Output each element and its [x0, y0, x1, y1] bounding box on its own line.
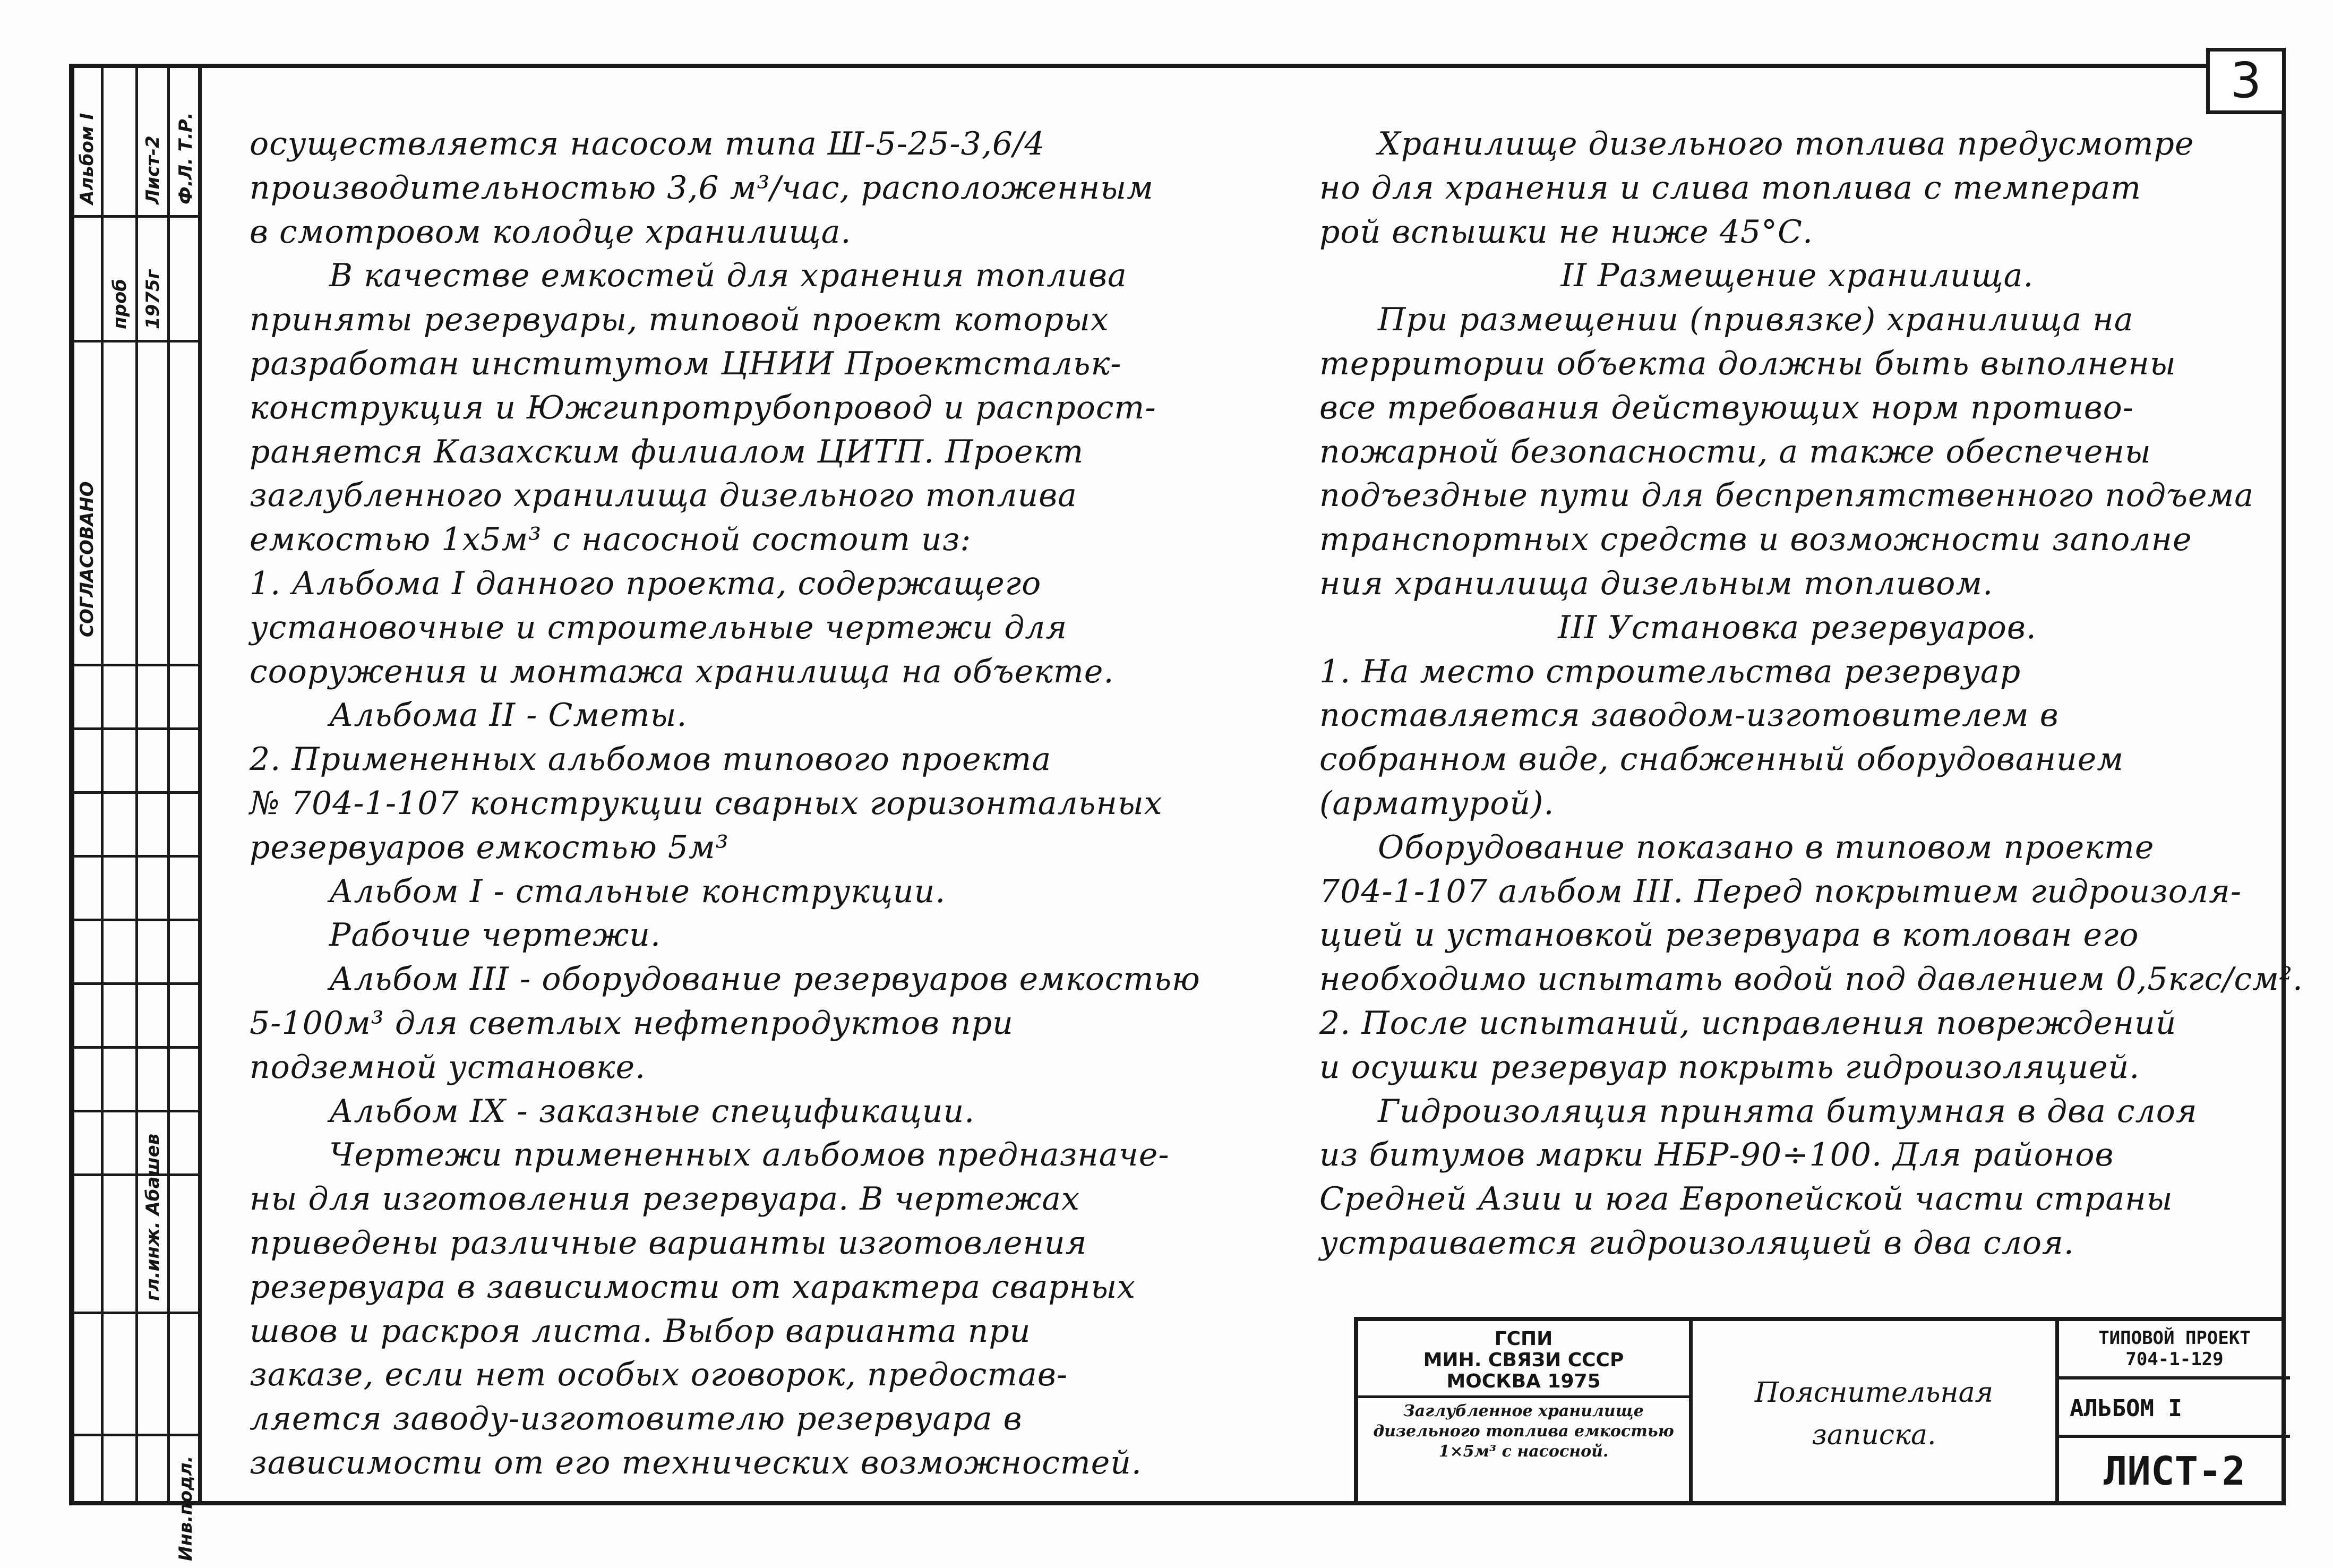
album-label: АЛЬБОМ I — [2070, 1395, 2182, 1422]
text-line: Хранилище дизельного топлива предусмотре — [1378, 125, 2194, 162]
stamp-hline — [69, 1110, 198, 1112]
text-line: Альбом I - стальные конструкции. — [329, 872, 946, 910]
text-line: ны для изготовления резервуара. В чертежах — [250, 1180, 1080, 1218]
title-block-organization — [1358, 1321, 1693, 1505]
text-line: Средней Азии и юга Европейской части страны — [1319, 1180, 2173, 1218]
text-line: Рабочие чертежи. — [329, 916, 661, 954]
text-line: Гидроизоляция принята битумная в два слоя — [1378, 1092, 2198, 1130]
text-line: Альбом III - оборудование резервуаров емкостью — [329, 961, 1200, 998]
text-line: резервуара в зависимости от характера сварных — [250, 1268, 1136, 1306]
section-heading: III Установка резервуаров. — [1558, 609, 2037, 646]
stamp-agreed: СОГЛАСОВАНО — [76, 481, 98, 637]
text-line: транспортных средств и возможности заполне — [1319, 521, 2192, 559]
text-line: № 704-1-107 конструкции сварных горизонтальных — [250, 784, 1163, 822]
stamp-hline — [69, 1173, 198, 1176]
text-line: подземной установке. — [250, 1048, 646, 1086]
left-text-column — [250, 122, 1248, 1485]
title-block-sheet — [2059, 1438, 2290, 1505]
text-line: производительностью 3,6 м³/час, расположенным — [250, 169, 1154, 207]
text-line: приведены различные варианты изготовления — [250, 1224, 1087, 1262]
project-label: ТИПОВОЙ ПРОЕКТ — [2098, 1327, 2251, 1349]
text-line: все требования действующих норм противо- — [1319, 389, 2134, 426]
text-line: заглубленного хранилища дизельного топлива — [250, 477, 1077, 515]
text-line: 1. Альбома I данного проекта, содержащего — [250, 564, 1042, 602]
text-line: устраивается гидроизоляцией в два слоя. — [1319, 1224, 2074, 1262]
org-name: ГСПИ — [1494, 1328, 1553, 1350]
sheet-number: 3 — [2230, 52, 2262, 109]
text-line: швов и раскроя листа. Выбор варианта при — [250, 1312, 1031, 1350]
org-city-year: МОСКВА 1975 — [1358, 1371, 1689, 1398]
org-ministry: МИН. СВЯЗИ СССР — [1423, 1349, 1624, 1371]
right-text-column — [1319, 122, 2303, 1265]
stamp-hline — [69, 1434, 198, 1436]
text-line: Альбома II - Сметы. — [329, 697, 688, 734]
text-line: и осушки резервуар покрыть гидроизоляцией. — [1319, 1048, 2140, 1086]
text-line: ния хранилища дизельным топливом. — [1319, 564, 1994, 602]
stamp-role: гл.инж. Абашев — [142, 1133, 164, 1301]
text-line: необходимо испытать водой под давлением 0,5кгс/см². — [1319, 961, 2303, 998]
stamp-hline — [69, 791, 198, 794]
stamp-hline — [69, 855, 198, 858]
text-line: Оборудование показано в типовом проекте — [1378, 828, 2155, 866]
text-line: ляется заводу-изготовителю резервуара в — [250, 1400, 1023, 1438]
project-subject: Заглубленное хранилище дизельного топлива емкостью 1×5м³ с насосной. — [1373, 1402, 1674, 1461]
stamp-hline — [69, 919, 198, 921]
text-line: сооружения и монтажа хранилища на объекте. — [250, 653, 1114, 690]
stamp-hline — [69, 1046, 198, 1049]
text-line: подъездные пути для беспрепятственного подъема — [1319, 477, 2254, 515]
stamp-album: Альбом I — [76, 113, 98, 204]
stamp-hline — [69, 215, 198, 218]
title-block-project — [2059, 1321, 2290, 1380]
text-line: в смотровом колодце хранилища. — [250, 213, 852, 251]
text-line: зависимости от его технических возможностей. — [250, 1444, 1142, 1481]
text-line: В качестве емкостей для хранения топлива — [329, 257, 1127, 295]
sheet-number-box — [2206, 48, 2286, 114]
stamp-sheet: Лист-2 — [142, 135, 164, 204]
stamp-vline — [167, 64, 170, 1505]
text-line: территории объекта должны быть выполнены — [1319, 345, 2176, 382]
stamp-vline — [135, 64, 138, 1505]
doc-title-line: Пояснительная — [1754, 1377, 1994, 1409]
stamp-hline — [69, 1312, 198, 1314]
title-block — [1354, 1317, 2286, 1505]
stamp-date: 1975г — [142, 269, 164, 329]
text-line: пожарной безопасности, а также обеспечены — [1319, 433, 2151, 470]
stamp-ref: Инв.подл. — [175, 1455, 196, 1561]
text-line: 2. После испытаний, исправления повреждений — [1319, 1004, 2177, 1042]
text-line: заказе, если нет особых оговорок, предостав- — [250, 1356, 1068, 1394]
sheet-label: ЛИСТ-2 — [2103, 1449, 2246, 1494]
stamp-hline — [69, 982, 198, 985]
title-block-document-title — [1693, 1321, 2059, 1505]
text-line: Чертежи примененных альбомов предназначе- — [329, 1136, 1170, 1174]
left-stamp-column — [69, 64, 202, 1561]
text-line: 704-1-107 альбом III. Перед покрытием гидроизоля- — [1319, 872, 2242, 910]
text-line: поставляется заводом-изготовителем в — [1319, 697, 2059, 734]
text-line: конструкция и Южгипротрубопровод и распрост- — [250, 389, 1156, 426]
stamp-checked: проб — [109, 279, 131, 329]
text-line: установочные и строительные чертежи для — [250, 609, 1068, 646]
text-line: Альбом IX - заказные спецификации. — [329, 1092, 975, 1130]
doc-title-line: записка. — [1812, 1419, 1936, 1451]
stamp-initials: Ф.Л. Т.Р. — [175, 112, 196, 204]
stamp-hline — [69, 727, 198, 730]
text-line: приняты резервуары, типовой проект которых — [250, 301, 1109, 339]
text-line: рой вспышки не ниже 45°С. — [1319, 213, 1814, 251]
stamp-vline — [101, 64, 104, 1505]
text-line: емкостью 1х5м³ с насосной состоит из: — [250, 521, 972, 559]
text-line: но для хранения и слива топлива с температ — [1319, 169, 2142, 207]
text-line: При размещении (привязке) хранилища на — [1378, 301, 2134, 339]
text-line: осуществляется насосом типа Ш-5-25-3,6/4 — [250, 125, 1045, 162]
text-line: 2. Примененных альбомов типового проекта — [250, 741, 1052, 778]
text-line: из битумов марки НБР-90÷100. Для районов — [1319, 1136, 2114, 1174]
text-line: цией и установкой резервуара в котлован его — [1319, 916, 2139, 954]
text-line: собранном виде, снабженный оборудованием — [1319, 741, 2124, 778]
title-block-album — [2059, 1380, 2290, 1438]
text-line: резервуаров емкостью 5м³ — [250, 828, 729, 866]
text-line: 5-100м³ для светлых нефтепродуктов при — [250, 1004, 1014, 1042]
text-line: раняется Казахским филиалом ЦИТП. Проект — [250, 433, 1084, 470]
text-line: (арматурой). — [1319, 784, 1555, 822]
text-line: разработан институтом ЦНИИ Проектстальк- — [250, 345, 1122, 382]
text-line: 1. На место строительства резервуар — [1319, 653, 2021, 690]
stamp-hline — [69, 340, 198, 342]
section-heading: II Размещение хранилища. — [1560, 257, 2034, 295]
project-number: 704-1-129 — [2125, 1349, 2224, 1370]
stamp-hline — [69, 664, 198, 666]
